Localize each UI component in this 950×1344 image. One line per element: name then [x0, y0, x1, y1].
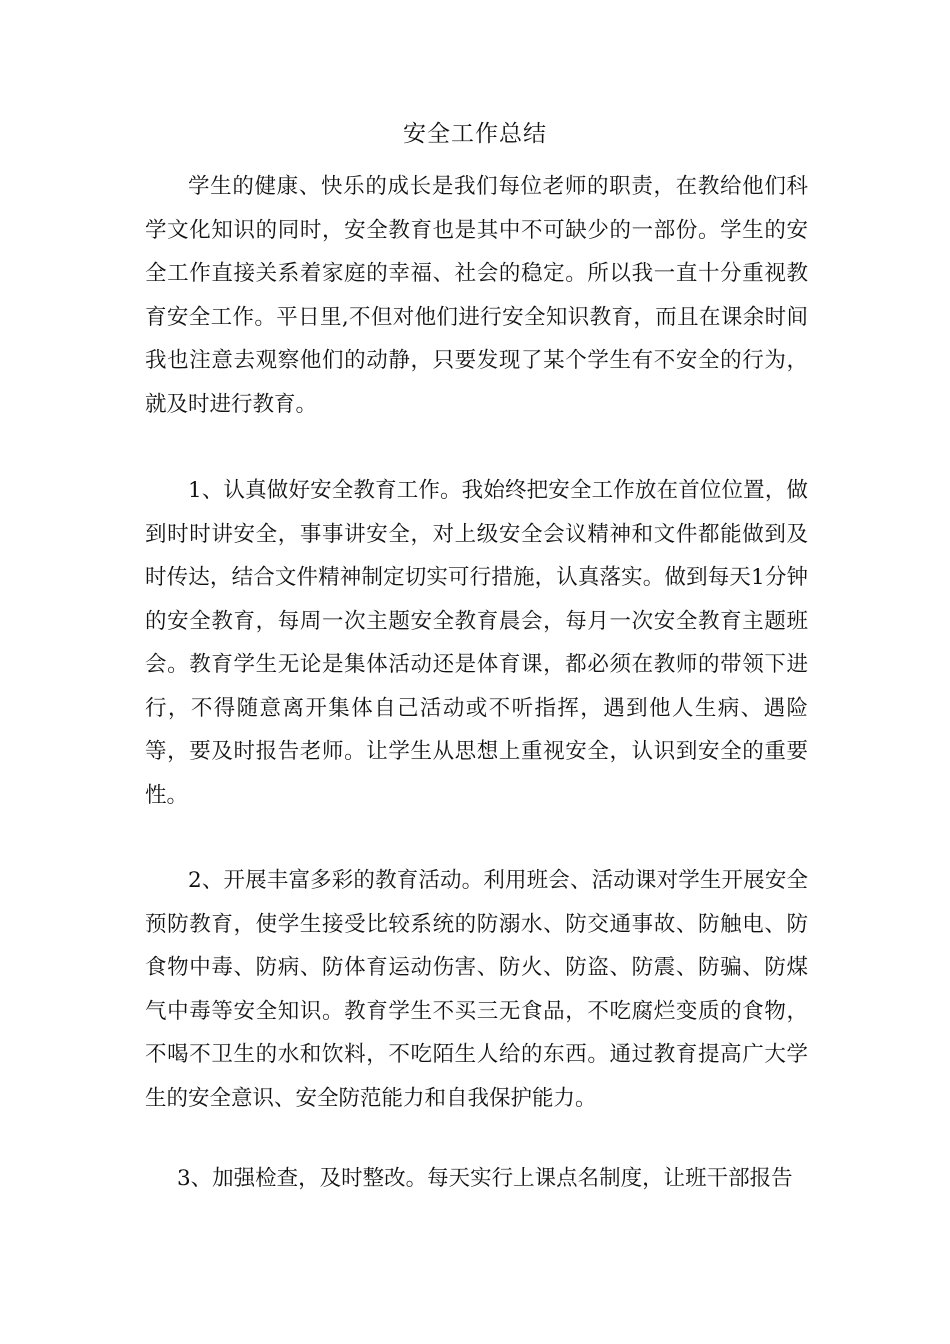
paragraph-1: 1、认真做好安全教育工作。我始终把安全工作放在首位位置，做到时时讲安全，事事讲安全，对上级安全会议精神和文件都能做到及时传达，结合文件精神制定切实可行措施，认真落实。做到每天1分钟的安全教育，每周一次主题安全教育晨会，每月一次安全教育主题班会。教育学生无论是集体活动还是体育课，都必须在教师的带领下进行，不得随意离开集体自己活动或不听指挥，遇到他人生病、遇险等，要及时报告老师。让学生从思想上重视安全，认识到安全的重要性。 [145, 478, 808, 808]
paragraph-3: 3、加强检查，及时整改。每天实行上课点名制度，让班干部报告 [177, 1166, 793, 1191]
document-title: 安全工作总结 [403, 121, 547, 147]
paragraph-intro: 学生的健康、快乐的成长是我们每位老师的职责，在教给他们科学文化知识的同时，安全教育也是其中不可缺少的一部份。学生的安全工作直接关系着家庭的幸福、社会的稳定。所以我一直十分重视教育安全工作。平日里,不但对他们进行安全知识教育，而且在课余时间我也注意去观察他们的动静，只要发现了某个学生有不安全的行为，就及时进行教育。 [145, 174, 808, 417]
paragraph-2: 2、开展丰富多彩的教育活动。利用班会、活动课对学生开展安全预防教育，使学生接受比较系统的防溺水、防交通事故、防触电、防食物中毒、防病、防体育运动伤害、防火、防盗、防震、防骗、防煤气中毒等安全知识。教育学生不买三无食品，不吃腐烂变质的食物，不喝不卫生的水和饮料，不吃陌生人给的东西。通过教育提高广大学生的安全意识、安全防范能力和自我保护能力。 [145, 868, 808, 1111]
